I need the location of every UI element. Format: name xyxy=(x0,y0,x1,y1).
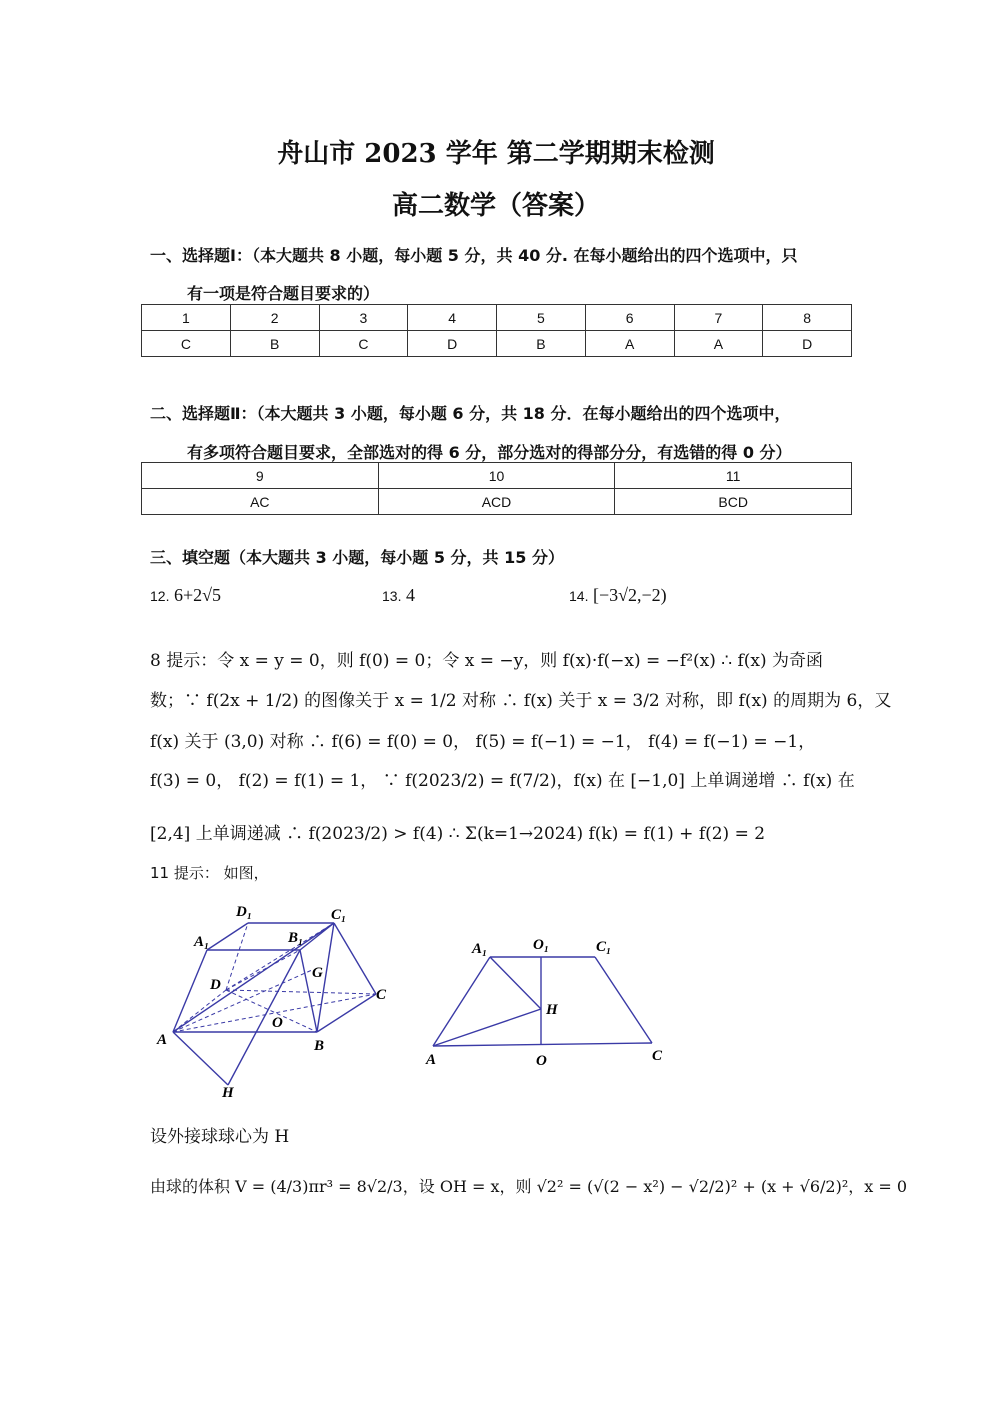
vertex-label-D: D xyxy=(210,977,221,993)
table-row xyxy=(142,331,852,357)
answer-value: 6+2√5 xyxy=(173,585,221,605)
answer-cell: A xyxy=(674,331,763,357)
answer-label: 12. xyxy=(150,588,170,604)
section2-heading: 二、选择题Ⅱ：（本大题共 3 小题，每小题 6 分，共 18 分．在每小题给出的四个选项中， xyxy=(150,404,791,423)
question-number: 3 xyxy=(319,305,408,331)
prism-figure xyxy=(150,895,420,1105)
question-number: 11 xyxy=(615,463,852,489)
vertex-label-A: A xyxy=(157,1032,168,1048)
vertex-label-C1: C₁ xyxy=(331,907,347,923)
section1-heading-cont: 有一项是符合题目要求的） xyxy=(187,284,380,303)
table-row xyxy=(142,463,852,489)
vertex-label-A1: A₁ xyxy=(472,941,488,957)
hint8-line1: 8 提示：令 x = y = 0，则 f(0) = 0；令 x = −y，则 f(x)·f(−x) = −f²(x) ∴ f(x) 为奇函 xyxy=(150,651,824,671)
answer-14 xyxy=(569,585,667,606)
question-number: 2 xyxy=(230,305,319,331)
vertex-label-O: O xyxy=(536,1053,547,1069)
answer-cell: BCD xyxy=(615,489,852,515)
hint11-intro: 11 提示： 如图， xyxy=(150,864,269,882)
answer-12 xyxy=(150,585,221,606)
question-number: 8 xyxy=(763,305,852,331)
question-number: 1 xyxy=(142,305,231,331)
answer-value: [−3√2,−2) xyxy=(592,585,667,605)
vertex-label-B: B xyxy=(314,1038,325,1054)
question-number: 4 xyxy=(408,305,497,331)
question-number: 7 xyxy=(674,305,763,331)
answer-cell: C xyxy=(319,331,408,357)
question-number: 9 xyxy=(142,463,379,489)
answer-label: 14. xyxy=(569,588,589,604)
question-number: 10 xyxy=(378,463,615,489)
answer-value: 4 xyxy=(405,585,415,605)
answer-cell: AC xyxy=(142,489,379,515)
table-row xyxy=(142,489,852,515)
question-number: 6 xyxy=(585,305,674,331)
hint8-line3: f(x) 关于 (3,0) 对称 ∴ f(6) = f(0) = 0， f(5) = f(−1) = −1， f(4) = f(−1) = −1， xyxy=(150,732,816,752)
answer-cell: D xyxy=(763,331,852,357)
hint8-line2: 数；∵ f(2x + 1/2) 的图像关于 x = 1/2 对称 ∴ f(x) 关于 x = 3/2 对称，即 f(x) 的周期为 6，又 xyxy=(150,691,892,711)
hint11-volume-equation: 由球的体积 V = (4/3)πr³ = 8√2/3，设 OH = x，则 √2² = (√(2 − x²) − √2/2)² + (x + √6/2)²，x = 0 xyxy=(150,1177,908,1196)
vertex-label-O1: O₁ xyxy=(533,937,550,953)
answer-13 xyxy=(382,585,415,606)
vertex-label-C: C xyxy=(652,1048,663,1064)
vertex-label-G: G xyxy=(312,965,323,981)
answer-cell: A xyxy=(585,331,674,357)
section1-answer-table xyxy=(141,304,852,357)
answer-cell: B xyxy=(230,331,319,357)
table-row xyxy=(142,305,852,331)
vertex-label-H: H xyxy=(222,1085,234,1101)
answer-label: 13. xyxy=(382,588,402,604)
answer-cell: ACD xyxy=(378,489,615,515)
section2-heading-cont: 有多项符合题目要求，全部选对的得 6 分，部分选对的得部分分，有选错的得 0 分） xyxy=(187,443,792,462)
page-title: 舟山市 2023 学年 第二学期期末检测 xyxy=(277,139,715,169)
vertex-label-O: O xyxy=(272,1015,283,1031)
vertex-label-D1: D₁ xyxy=(236,904,253,920)
question-number: 5 xyxy=(497,305,586,331)
vertex-label-A: A xyxy=(426,1052,437,1068)
vertex-label-C1: C₁ xyxy=(596,939,612,955)
vertex-label-H: H xyxy=(546,1002,558,1018)
hint8-line4: f(3) = 0， f(2) = f(1) = 1， ∵ f(2023/2) = f(7/2)，f(x) 在 [−1,0] 上单调递增 ∴ f(x) 在 xyxy=(150,771,855,791)
answer-cell: D xyxy=(408,331,497,357)
answer-cell: C xyxy=(142,331,231,357)
section-figure xyxy=(420,930,680,1080)
answer-cell: B xyxy=(497,331,586,357)
vertex-label-A1: A₁ xyxy=(194,934,210,950)
section2-answer-table xyxy=(141,462,852,515)
section3-heading: 三、填空题（本大题共 3 小题，每小题 5 分，共 15 分） xyxy=(150,548,564,567)
vertex-label-C: C xyxy=(376,987,387,1003)
hint11-sphere-center: 设外接球球心为 H xyxy=(150,1127,290,1147)
page-subtitle: 高二数学（答案） xyxy=(391,191,600,221)
section1-heading: 一、选择题Ⅰ：（本大题共 8 小题，每小题 5 分，共 40 分. 在每小题给出的四个选项中，只 xyxy=(150,246,798,265)
vertex-label-B1: B₁ xyxy=(288,930,304,946)
hint8-line5: [2,4] 上单调递减 ∴ f(2023/2) > f(4) ∴ Σ(k=1→2024) f(k) = f(1) + f(2) = 2 xyxy=(150,824,766,844)
